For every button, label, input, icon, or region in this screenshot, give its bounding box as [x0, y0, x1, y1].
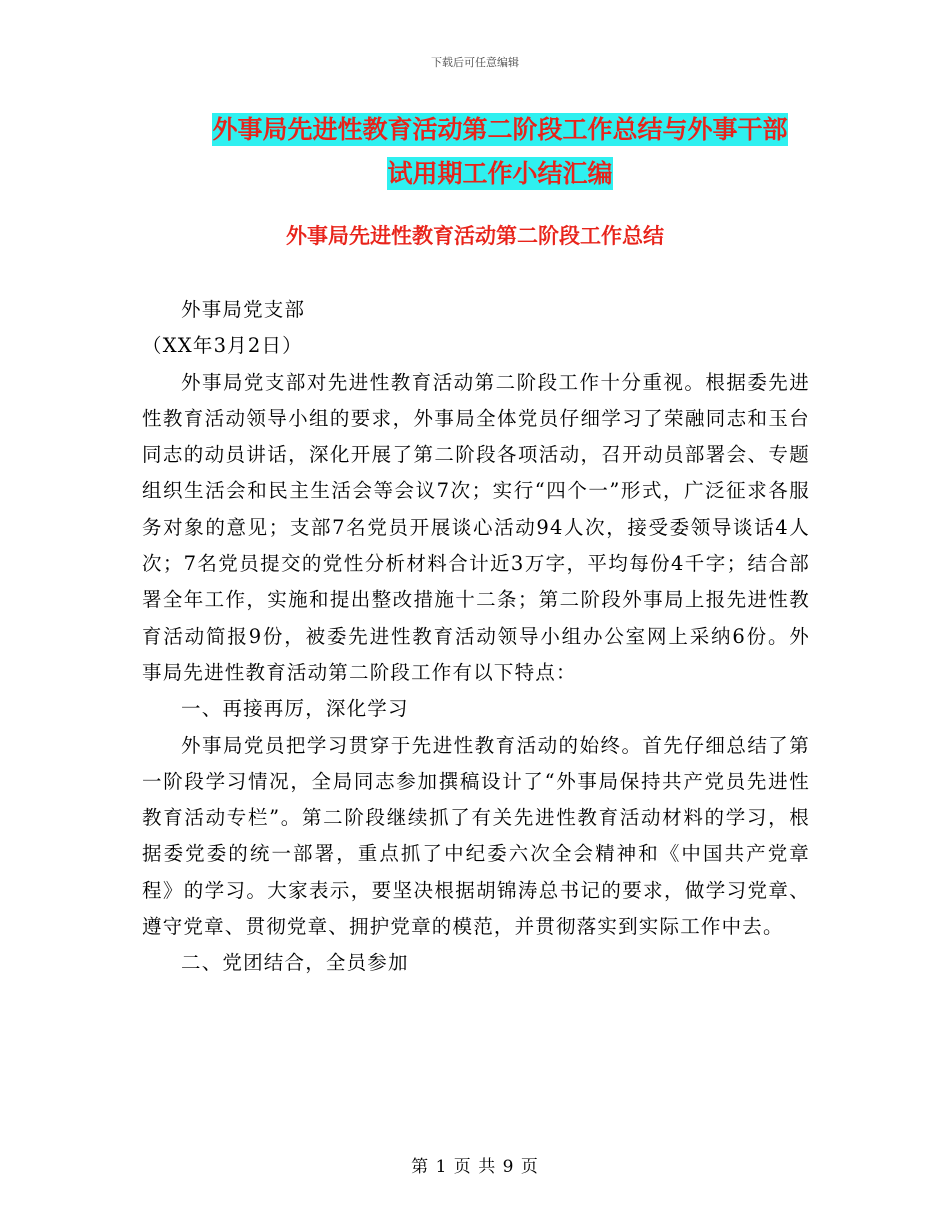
section-heading: 二、党团结合，全员参加: [181, 951, 409, 975]
body-paragraph: 外事局党员把学习贯穿于先进性教育活动的始终。首先仔细总结了第一阶段学习情况，全局同志参加撰稿设计了“外事局保持共产党员先进性教育活动专栏”。第二阶段继续抓了有关先进性教育活动材料的学习，根据委党委的统一部署，重点抓了中纪委六次全会精神和《中国共产党章程》的学习。大家表示，要坚决根据胡锦涛总书记的要求，做学习党章、遵守党章、贯彻党章、拥护党章的模范，并贯彻落实到实际工作中去。: [142, 733, 810, 939]
page-footer: 第 1 页 共 9 页: [411, 1157, 539, 1177]
document-title-line-2: [190, 148, 810, 200]
title-highlight: 外事局先进性教育活动第二阶段工作总结与外事干部: [212, 115, 788, 144]
date-line: （XX年3月2日）: [142, 334, 303, 358]
document-body: [142, 292, 810, 982]
author-line: 外事局党支部: [181, 298, 306, 321]
title-highlight: 试用期工作小结汇编: [387, 159, 613, 188]
section-title: 外事局先进性教育活动第二阶段工作总结: [286, 224, 664, 248]
header-note: 下载后可任意编辑: [431, 56, 519, 69]
body-paragraph: 外事局党支部对先进性教育活动第二阶段工作十分重视。根据委先进性教育活动领导小组的要求，外事局全体党员仔细学习了荣融同志和玉台同志的动员讲话，深化开展了第二阶段各项活动，召开动员部署会、专题组织生活会和民主生活会等会议7次；实行“四个一”形式，广泛征求各服务对象的意见；支部7名党员开展谈心活动94人次，接受委领导谈话4人次；7名党员提交的党性分析材料合计近3万字，平均每份4千字；结合部署全年工作，实施和提出整改措施十二条；第二阶段外事局上报先进性教育活动简报9份，被委先进性教育活动领导小组办公室网上采纳6份。外事局先进性教育活动第二阶段工作有以下特点：: [142, 370, 810, 684]
section-heading: 一、再接再厉，深化学习: [181, 697, 409, 721]
